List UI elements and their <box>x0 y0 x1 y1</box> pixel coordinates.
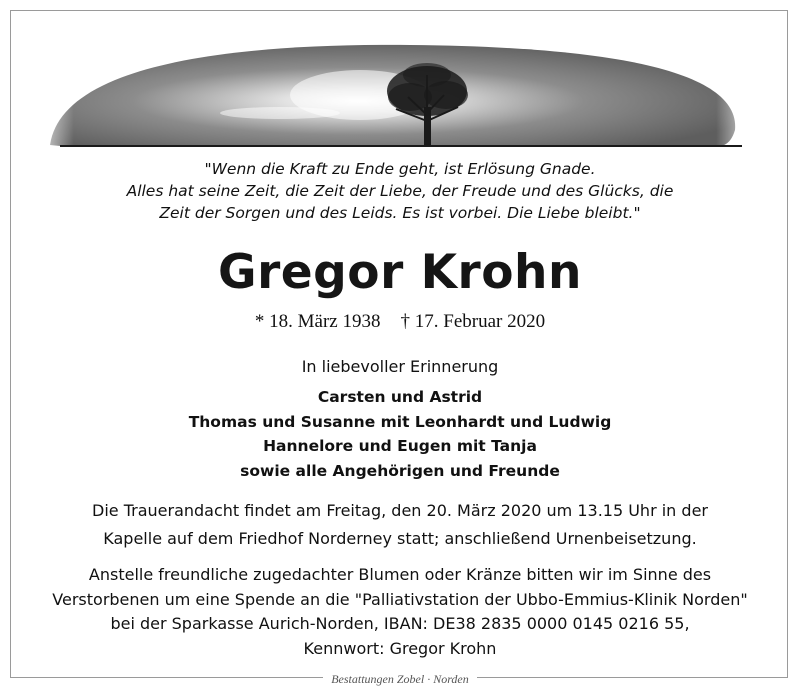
memory-line: In liebevoller Erinnerung <box>301 357 499 376</box>
quote-line: "Wenn die Kraft zu Ende geht, ist Erlösung Gnade. <box>204 160 596 178</box>
funeral-home-name: Bestattungen Zobel · Norden <box>323 670 477 688</box>
service-info <box>0 497 800 553</box>
family-entry: Carsten und Astrid <box>317 388 483 406</box>
quote-line: Alles hat seine Zeit, die Zeit der Liebe, der Freude und des Glücks, die <box>126 182 674 200</box>
quote-line: Zeit der Sorgen und des Leids. Es ist vorbei. Die Liebe bleibt." <box>159 204 641 222</box>
epitaph-quote <box>0 158 800 224</box>
funeral-home-footer <box>0 668 800 688</box>
donation-line: bei der Sparkasse Aurich-Norden, IBAN: DE38 2835 0000 0145 0216 55, <box>110 614 690 633</box>
donation-line: Anstelle freundliche zugedachter Blumen oder Kränze bitten wir im Sinne des <box>88 565 712 584</box>
family-entry: sowie alle Angehörigen und Freunde <box>240 461 560 480</box>
deceased-name: Gregor Krohn <box>218 245 582 300</box>
donation-line: Verstorbenen um eine Spende an die "Palliativstation der Ubbo-Emmius-Klinik Norden" <box>52 589 748 609</box>
donation-info <box>0 563 800 661</box>
service-line: Die Trauerandacht findet am Freitag, den 20. März 2020 um 13.15 Uhr in der <box>92 501 708 520</box>
family-entry: Hannelore und Eugen mit Tanja <box>263 437 537 455</box>
tree-landscape-image <box>30 35 760 155</box>
death-date: † 17. Februar 2020 <box>400 311 546 332</box>
family-list <box>0 385 800 483</box>
birth-date: * 18. März 1938 <box>254 311 381 332</box>
donation-line: Kennwort: Gregor Krohn <box>303 638 497 658</box>
life-dates <box>0 309 800 335</box>
family-entry: Thomas und Susanne mit Leonhardt und Ludwig <box>188 412 612 431</box>
service-line: Kapelle auf dem Friedhof Norderney statt; anschließend Urnenbeisetzung. <box>103 529 697 548</box>
